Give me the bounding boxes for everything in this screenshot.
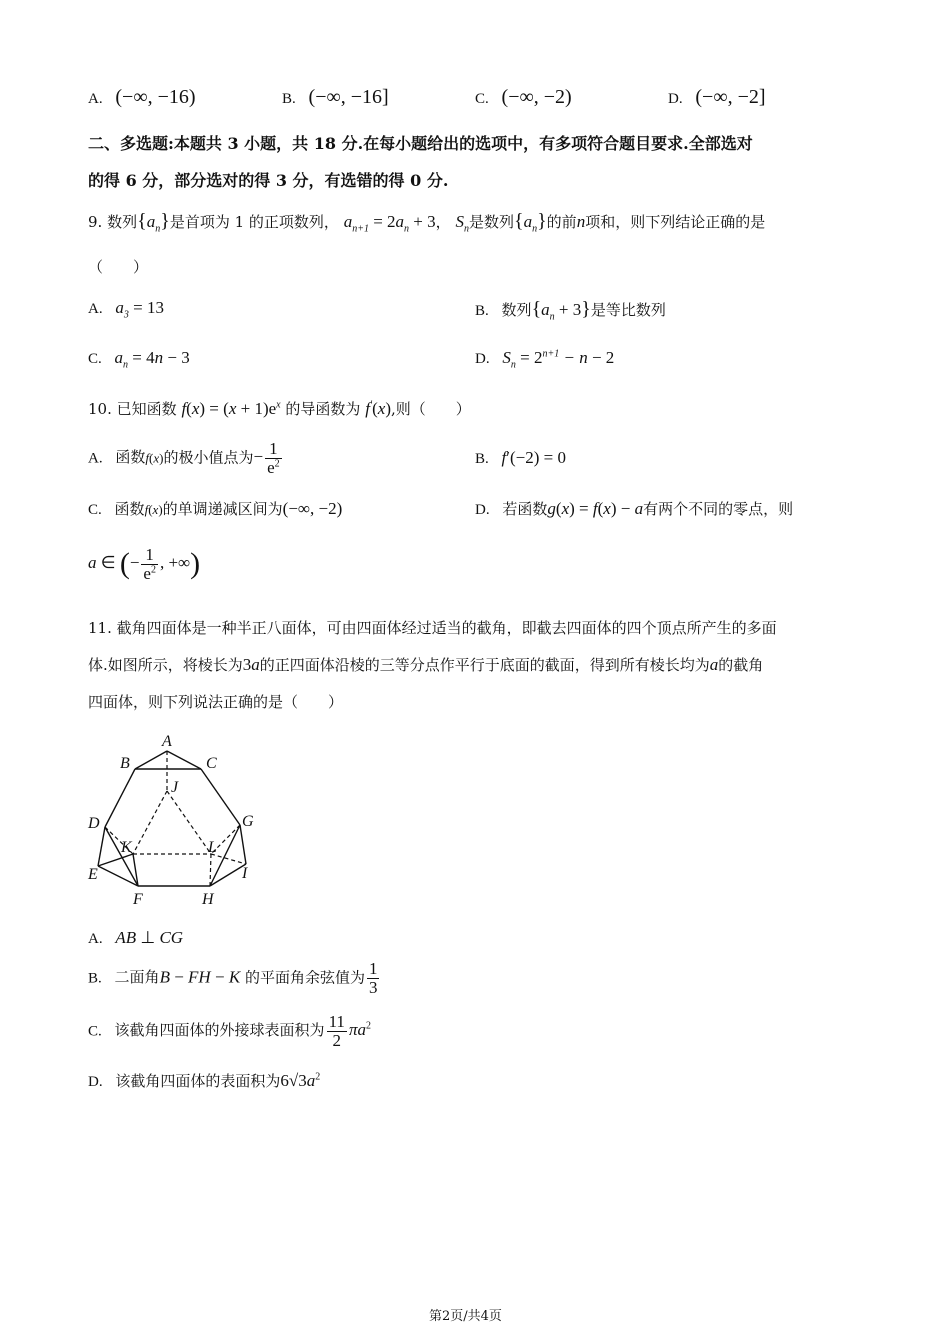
q8-option-a-expr: (−∞, −16) [115,86,196,108]
vertex-label-a: A [162,733,172,750]
q11-option-d: D. 该截角四面体的表面积为$6√3a^2$ [88,1071,321,1090]
q11-option-a: A. AB ⊥ CG [88,928,184,947]
q8-option-b: B. (−∞, −16] [282,86,389,108]
edge-jk [133,791,167,854]
truncated-tetrahedron-figure [80,728,270,913]
edge-gi [240,825,246,864]
vertex-label-e: E [88,866,98,883]
edge-bd [105,769,135,827]
q9-option-a: A. $a_3 = 13$ [88,298,164,321]
q8-option-d-expr: (−∞, −2] [695,86,766,108]
q10-option-d: D. 若函数g(x) = f(x) − a有两个不同的零点，则 [475,499,794,518]
vertex-label-k: K [121,839,132,856]
q8-option-c: C. (−∞, −2) [475,86,572,108]
vertex-label-f: F [133,891,143,908]
vertex-label-b: B [120,755,130,772]
q8-option-a: A. (−∞, −16) [88,86,196,108]
edge-jl [167,791,211,854]
q10-option-a: A. 函数f(x)的极小值点为− $\frac{1}{e^2}$ [88,439,280,477]
q11-line2: 体.如图所示，将棱长为3a的正四面体沿棱的三等分点作平行于底面的截面，得到所有棱长均为a的截角 [88,655,764,674]
vertex-label-d: D [88,815,100,832]
q11-option-b: B. 二面角B − FH − K 的平面角余弦值为 $\frac{1}{3}$ [88,959,378,997]
edge-lh [210,854,211,886]
q10-stem: 10. 已知函数 $f(x) = (x + 1)e^x$ 的导函数为 f′(x),则（ ） [88,399,471,418]
edge-ba [135,751,167,769]
edge-ac [167,751,201,769]
q11-line1: 11. 截角四面体是一种半正八面体，可由四面体经过适当的截角，即截去四面体的四个顶点所产生的多面 [88,619,777,637]
edge-cg [201,769,240,825]
section2-line2: 的得 6 分，部分选对的得 3 分，有选错的得 0 分. [88,171,449,190]
vertex-label-c: C [206,755,217,772]
section2-line1: 二、多选题:本题共 3 小题，共 18 分.在每小题给出的选项中，有多项符合题目要求.全部选对 [88,134,753,153]
vertex-label-h: H [202,891,214,908]
page-footer: 第2页/共4页 [429,1309,502,1324]
vertex-label-j: J [171,779,179,796]
q10-option-b: B. f′(−2) = 0 [475,448,566,467]
vertex-label-l: L [208,839,217,856]
vertex-label-g: G [242,813,254,830]
vertex-label-i: I [242,865,248,882]
q9-option-d: D. $S_n = 2^{n+1} - n - 2$ [475,348,615,371]
q9-option-b: B. 数列$\{a_n + 3\}$是等比数列 [475,298,666,323]
q8-option-d: D. (−∞, −2] [668,86,766,108]
q10-option-d-cont: a ∈ (− $\frac{1}{e^2}$ , +∞) [88,545,201,583]
q11-option-c: C. 该截角四面体的外接球表面积为 $\frac{11}{2}$ $\pi a^2$ [88,1012,371,1050]
q8-option-c-expr: (−∞, −2) [501,86,572,108]
q9-paren: （ ） [88,258,149,276]
q11-line3: 四面体，则下列说法正确的是（ ） [88,693,344,711]
q9-stem: 9. 数列$\{a_n\}$是首项为 1 的正项数列， $a_{n+1} = 2a_n + 3$， $S_n$是数列$\{a_n\}$的前n项和，则下列结论正确的是 [88,210,766,235]
edge-de [98,827,105,866]
q9-option-c: C. $a_n = 4n - 3$ [88,348,190,371]
q10-option-c: C. 函数f(x)的单调递减区间为(−∞, −2) [88,499,343,518]
q8-option-b-expr: (−∞, −16] [308,86,389,108]
